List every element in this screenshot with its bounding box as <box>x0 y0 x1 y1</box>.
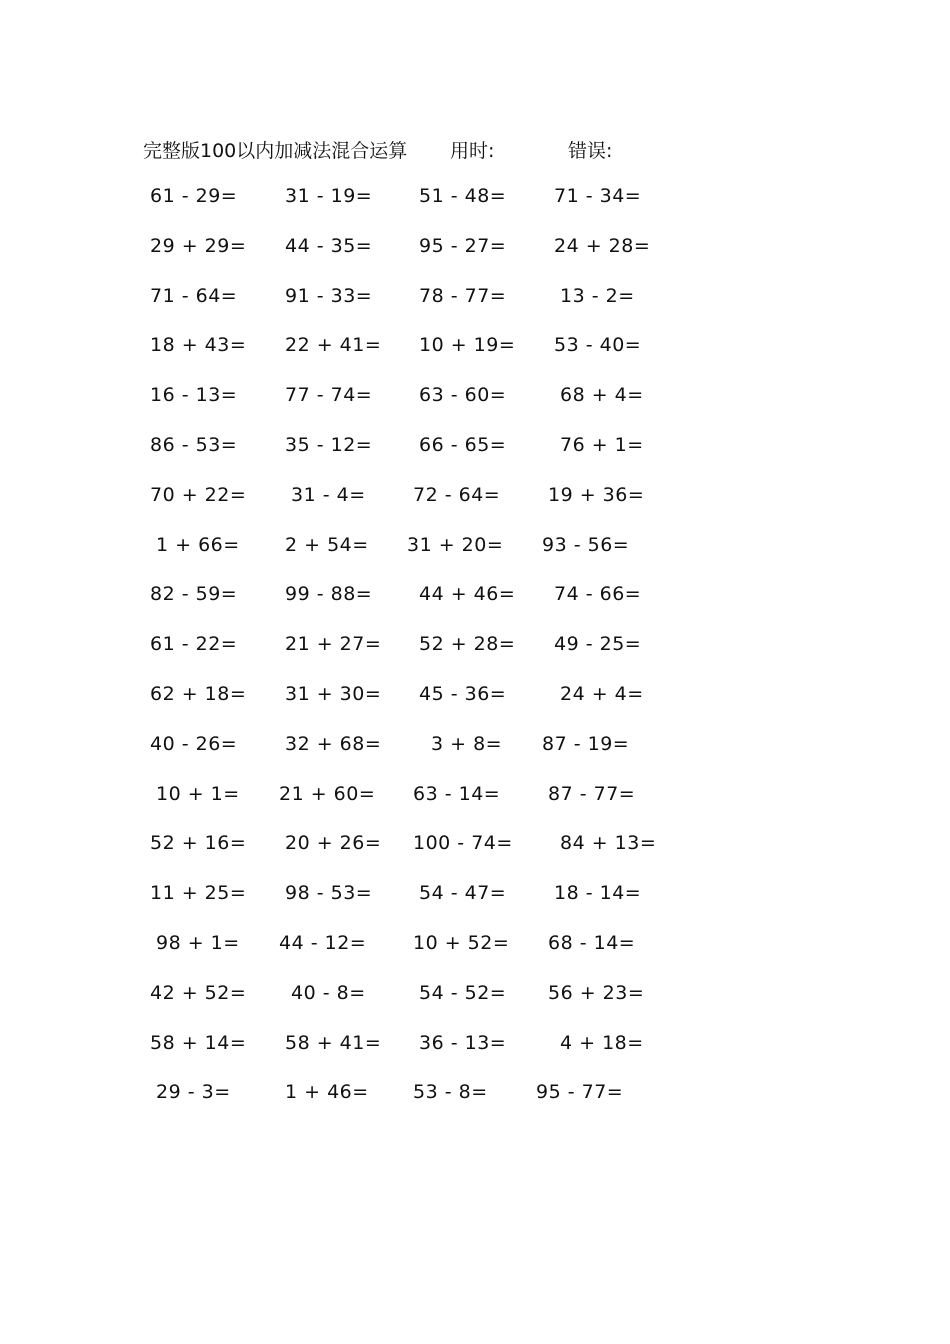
problem-item: 24 + 4= <box>560 682 644 705</box>
problem-item: 21 + 60= <box>279 782 376 805</box>
problem-item: 82 - 59= <box>150 583 238 606</box>
problem-item: 54 - 47= <box>419 882 507 905</box>
problem-item: 11 + 25= <box>150 882 247 905</box>
problem-row <box>0 783 950 833</box>
problem-item: 70 + 22= <box>150 483 247 506</box>
problem-row <box>0 633 950 683</box>
problem-item: 32 + 68= <box>285 732 382 755</box>
problem-item: 77 - 74= <box>285 384 373 407</box>
problem-item: 87 - 77= <box>548 782 636 805</box>
problem-item: 29 + 29= <box>150 234 247 257</box>
problem-item: 86 - 53= <box>150 433 238 456</box>
problem-item: 19 + 36= <box>548 483 645 506</box>
problem-row <box>0 932 950 982</box>
problem-item: 13 - 2= <box>560 284 635 307</box>
problem-item: 71 - 64= <box>150 284 238 307</box>
problem-row <box>0 384 950 434</box>
problem-row <box>0 733 950 783</box>
problem-item: 58 + 41= <box>285 1031 382 1054</box>
problem-item: 61 - 29= <box>150 185 238 207</box>
problem-item: 95 - 27= <box>419 234 507 257</box>
problem-item: 54 - 52= <box>419 981 507 1004</box>
problem-item: 22 + 41= <box>285 334 382 357</box>
problem-row <box>0 982 950 1032</box>
problem-item: 10 + 52= <box>413 931 510 954</box>
problem-row <box>0 1032 950 1082</box>
problem-item: 1 + 46= <box>285 1081 369 1104</box>
problem-item: 42 + 52= <box>150 981 247 1004</box>
problem-item: 58 + 14= <box>150 1031 247 1054</box>
problem-row <box>0 484 950 534</box>
problem-item: 40 - 26= <box>150 732 238 755</box>
problem-item: 10 + 19= <box>419 334 516 357</box>
problem-item: 20 + 26= <box>285 832 382 855</box>
problem-item: 18 - 14= <box>554 882 642 905</box>
time-used-label: 用时: <box>450 140 495 162</box>
problem-item: 93 - 56= <box>542 533 630 556</box>
problem-item: 31 - 4= <box>291 483 366 506</box>
problem-item: 66 - 65= <box>419 433 507 456</box>
problem-item: 71 - 34= <box>554 185 642 207</box>
problem-row <box>0 285 950 335</box>
problem-item: 62 + 18= <box>150 682 247 705</box>
problem-item: 68 + 4= <box>560 384 644 407</box>
problem-item: 87 - 19= <box>542 732 630 755</box>
problem-item: 2 + 54= <box>285 533 369 556</box>
problem-row <box>0 1081 950 1131</box>
problem-row <box>0 832 950 882</box>
problem-item: 74 - 66= <box>554 583 642 606</box>
problem-row <box>0 434 950 484</box>
problem-item: 52 + 16= <box>150 832 247 855</box>
problem-item: 68 - 14= <box>548 931 636 954</box>
problem-item: 35 - 12= <box>285 433 373 456</box>
problem-row <box>0 683 950 733</box>
problem-item: 16 - 13= <box>150 384 238 407</box>
problem-item: 18 + 43= <box>150 334 247 357</box>
problem-item: 98 - 53= <box>285 882 373 905</box>
problem-item: 56 + 23= <box>548 981 645 1004</box>
problem-item: 100 - 74= <box>413 832 513 855</box>
problem-item: 95 - 77= <box>536 1081 624 1104</box>
problem-item: 31 + 20= <box>407 533 504 556</box>
problem-row <box>0 334 950 384</box>
problem-item: 1 + 66= <box>156 533 240 556</box>
problem-row <box>0 534 950 584</box>
problem-item: 99 - 88= <box>285 583 373 606</box>
problem-item: 63 - 14= <box>413 782 501 805</box>
problem-item: 10 + 1= <box>156 782 240 805</box>
problem-item: 72 - 64= <box>413 483 501 506</box>
problem-item: 24 + 28= <box>554 234 651 257</box>
problem-item: 63 - 60= <box>419 384 507 407</box>
problem-item: 44 - 12= <box>279 931 367 954</box>
problem-item: 53 - 8= <box>413 1081 488 1104</box>
problem-item: 53 - 40= <box>554 334 642 357</box>
problem-item: 29 - 3= <box>156 1081 231 1104</box>
problem-row <box>0 185 950 235</box>
error-count-label: 错误: <box>568 140 613 162</box>
problem-item: 44 + 46= <box>419 583 516 606</box>
problem-row <box>0 882 950 932</box>
problem-item: 44 - 35= <box>285 234 373 257</box>
problem-item: 76 + 1= <box>560 433 644 456</box>
problem-item: 91 - 33= <box>285 284 373 307</box>
problem-item: 31 + 30= <box>285 682 382 705</box>
problem-item: 21 + 27= <box>285 633 382 656</box>
problem-item: 31 - 19= <box>285 185 373 207</box>
problem-item: 51 - 48= <box>419 185 507 207</box>
problem-item: 49 - 25= <box>554 633 642 656</box>
problem-item: 36 - 13= <box>419 1031 507 1054</box>
problem-item: 40 - 8= <box>291 981 366 1004</box>
problem-item: 84 + 13= <box>560 832 657 855</box>
problem-item: 45 - 36= <box>419 682 507 705</box>
worksheet-title: 完整版100以内加减法混合运算 <box>143 140 408 162</box>
worksheet-header <box>0 136 950 166</box>
problem-item: 78 - 77= <box>419 284 507 307</box>
problem-row <box>0 583 950 633</box>
problem-item: 98 + 1= <box>156 931 240 954</box>
problem-item: 52 + 28= <box>419 633 516 656</box>
problem-item: 4 + 18= <box>560 1031 644 1054</box>
problem-row <box>0 235 950 285</box>
problem-item: 3 + 8= <box>431 732 503 755</box>
problem-grid <box>0 185 950 1131</box>
problem-item: 61 - 22= <box>150 633 238 656</box>
